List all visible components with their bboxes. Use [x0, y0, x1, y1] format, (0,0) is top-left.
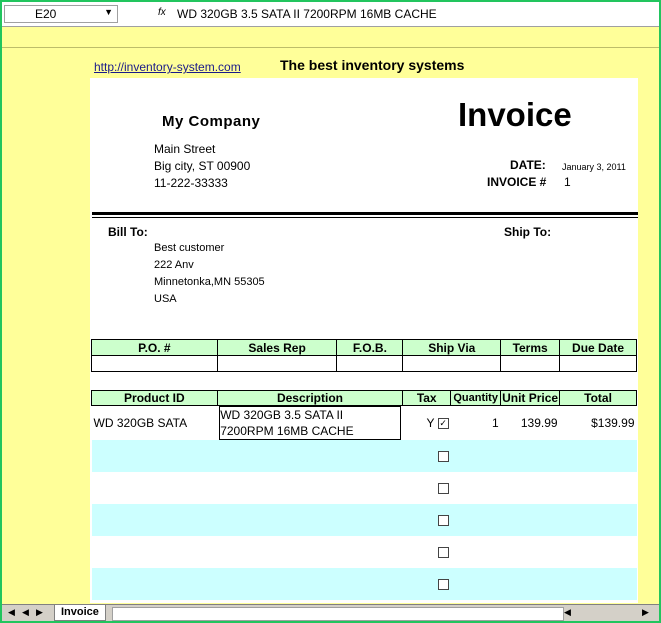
horizontal-scrollbar[interactable] [112, 607, 564, 621]
description-cell[interactable] [217, 406, 403, 441]
due-date-cell[interactable] [560, 356, 637, 372]
tax-cell[interactable] [403, 406, 451, 441]
tax-checkbox[interactable]: ✓ [439, 418, 447, 429]
total-header: Total [560, 391, 637, 406]
prev-sheet-arrow-icon[interactable]: ◀ [22, 607, 29, 617]
description-header: Description [217, 391, 403, 406]
first-sheet-arrow-icon[interactable]: ◀ [8, 607, 15, 617]
tax-checkbox[interactable] [438, 483, 449, 494]
quantity-header: Quantity [451, 391, 501, 406]
order-info-table [91, 339, 637, 372]
bill-to-name[interactable]: Best customer [154, 242, 225, 254]
po-number-header: P.O. # [92, 340, 218, 356]
invoice-sheet [90, 78, 638, 603]
company-name[interactable]: My Company [162, 113, 261, 130]
next-sheet-arrow-icon[interactable]: ▶ [36, 607, 43, 617]
tagline: The best inventory systems [280, 57, 465, 73]
name-box[interactable] [4, 5, 118, 23]
header-row[interactable] [2, 27, 659, 48]
po-number-cell[interactable] [92, 356, 218, 372]
description-line: WD 320GB 3.5 SATA II [220, 408, 344, 422]
divider-thin [92, 217, 638, 218]
scroll-left-icon[interactable]: ◀ [564, 607, 571, 617]
ship-via-header: Ship Via [403, 340, 501, 356]
product-id-cell[interactable]: WD 320GB SATA [93, 416, 188, 430]
formula-input[interactable]: WD 320GB 3.5 SATA II 7200RPM 16MB CACHE [177, 7, 437, 21]
tax-checkbox[interactable] [438, 579, 449, 590]
fob-header: F.O.B. [337, 340, 403, 356]
company-phone[interactable]: 11-222-33333 [154, 176, 228, 190]
table-row[interactable] [92, 440, 637, 472]
tax-checkbox[interactable] [438, 515, 449, 526]
function-icon[interactable]: fx [158, 7, 166, 18]
total-cell[interactable]: $139.99 [591, 416, 635, 430]
terms-cell[interactable] [501, 356, 560, 372]
ship-to-label: Ship To: [504, 225, 552, 239]
table-row[interactable] [92, 536, 637, 568]
line-items-table [91, 390, 637, 600]
invoice-title: Invoice [458, 96, 572, 133]
sheet-tab-invoice[interactable]: Invoice [54, 605, 106, 621]
company-address-street[interactable]: Main Street [154, 142, 216, 156]
date-value[interactable]: January 3, 2011 [562, 162, 626, 172]
divider-thick [92, 212, 638, 215]
product-id-header: Product ID [92, 391, 218, 406]
table-row [92, 406, 637, 441]
tax-checkbox[interactable] [438, 451, 449, 462]
table-row[interactable] [92, 504, 637, 536]
table-row[interactable] [92, 568, 637, 600]
company-address-city[interactable]: Big city, ST 00900 [154, 159, 251, 173]
tax-checkbox[interactable] [438, 547, 449, 558]
unit-price-cell[interactable]: 139.99 [520, 416, 558, 430]
ship-via-cell[interactable] [403, 356, 501, 372]
fob-cell[interactable] [337, 356, 403, 372]
quantity-cell[interactable]: 1 [491, 416, 499, 430]
table-row[interactable] [92, 472, 637, 504]
description-line: 7200RPM 16MB CACHE [220, 424, 354, 438]
unit-price-header: Unit Price [502, 391, 559, 405]
invoice-number-label: INVOICE # [487, 175, 547, 189]
date-label: DATE: [510, 158, 546, 172]
bill-to-label: Bill To: [108, 225, 148, 239]
bill-to-street[interactable]: 222 Anv [154, 259, 194, 271]
sales-rep-cell[interactable] [217, 356, 337, 372]
terms-header: Terms [501, 340, 560, 356]
tax-header: Tax [403, 391, 451, 406]
chevron-down-icon[interactable]: ▼ [104, 7, 113, 17]
bill-to-country[interactable]: USA [154, 293, 177, 305]
sheet-tabs-bar [2, 604, 659, 622]
invoice-number-value[interactable]: 1 [564, 175, 571, 189]
bill-to-city[interactable]: Minnetonka,MN 55305 [154, 276, 265, 288]
scroll-right-icon[interactable]: ▶ [642, 607, 649, 617]
tax-value: Y [426, 416, 435, 430]
cell-reference: E20 [35, 7, 57, 21]
sales-rep-header: Sales Rep [217, 340, 337, 356]
website-link[interactable]: http://inventory-system.com [94, 60, 241, 74]
formula-bar [2, 2, 659, 27]
due-date-header: Due Date [560, 340, 637, 356]
selected-cell-description[interactable] [219, 406, 401, 440]
